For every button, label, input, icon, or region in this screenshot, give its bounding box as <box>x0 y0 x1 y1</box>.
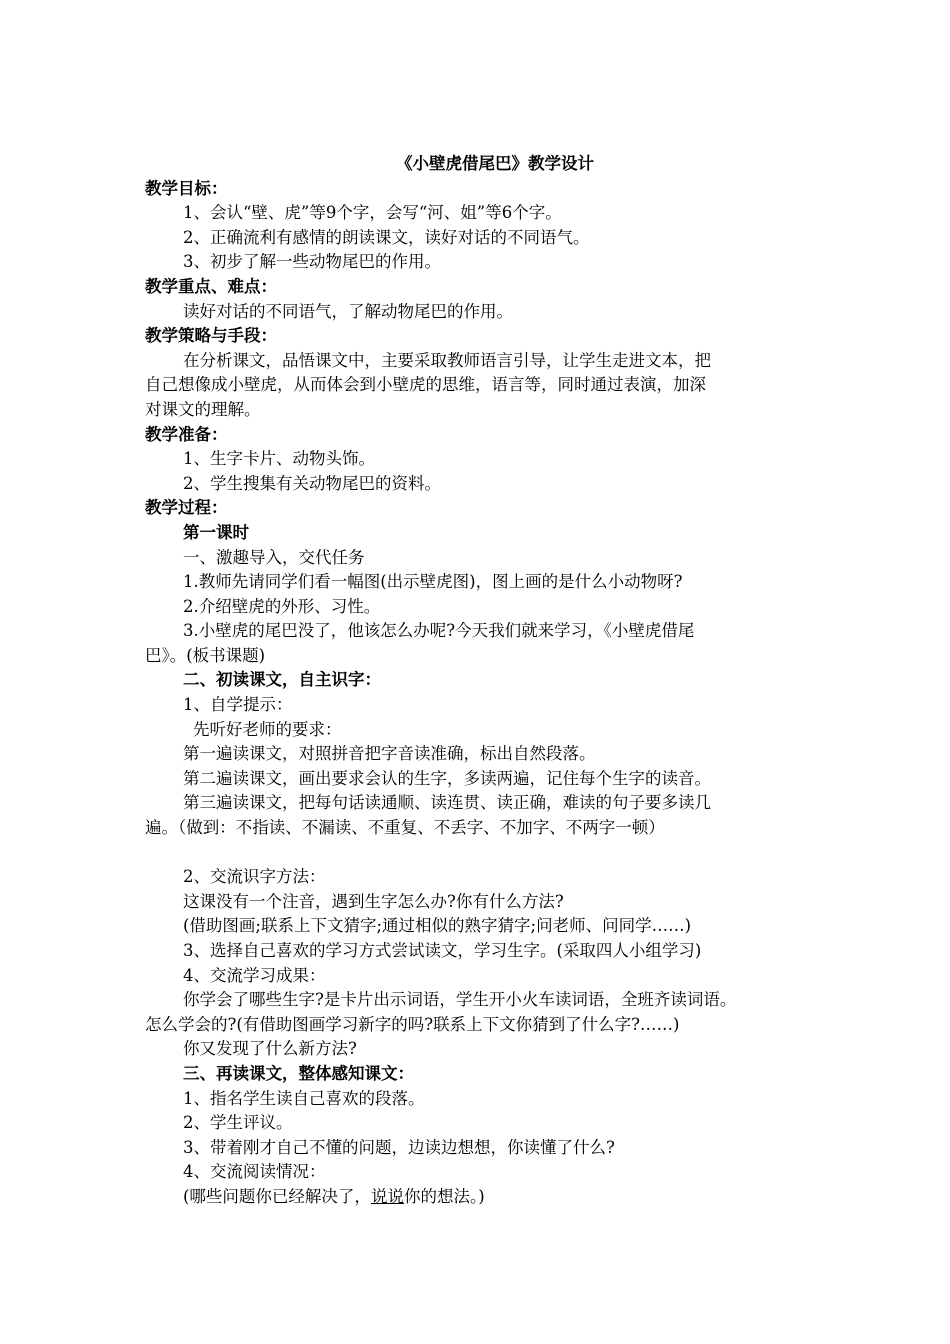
section-2-note: (借助图画;联系上下文猜字;通过相似的熟字猜字;问老师、问同学……) <box>183 916 692 936</box>
section-3-note <box>145 1185 825 1210</box>
focus-heading: 教学重点、难点： <box>145 276 277 296</box>
goals-heading: 教学目标： <box>145 178 228 198</box>
section-2-item: 4、交流学习成果： <box>183 965 326 985</box>
prep-item-1: 1、生字卡片、动物头饰。 <box>183 449 375 469</box>
goal-2: 2、正确流利有感情的朗读课文，读好对话的不同语气。 <box>183 227 590 247</box>
document-page <box>145 152 825 1210</box>
section-2-note: 你学会了哪些生字?是卡片出示词语，学生开小火车读词语，全班齐读词语。 <box>183 990 737 1010</box>
document-title: 《小壁虎借尾巴》教学设计 <box>396 154 594 173</box>
section-2-note-cont: 怎么学会的?(有借助图画学习新字的吗?联系上下文你猜到了什么字?……) <box>145 1014 680 1034</box>
section-3-item: 4、交流阅读情况： <box>183 1162 326 1182</box>
note-text: 你的想法。) <box>403 1186 485 1206</box>
section-2-note: 你又发现了什么新方法? <box>183 1039 357 1059</box>
underlined-text: 说说 <box>370 1186 404 1206</box>
strategy-line: 在分析课文，品悟课文中，主要采取教师语言引导，让学生走进文本，把 <box>183 350 711 370</box>
section-2-note-cont: 遍。（做到：不指读、不漏读、不重复、不丢字、不加字、不两字一顿） <box>145 818 665 838</box>
section-3-item: 3、带着刚才自己不懂的问题，边读边想想，你读懂了什么? <box>183 1137 615 1157</box>
section-2-note: 这课没有一个注音，遇到生字怎么办?你有什么方法? <box>183 891 564 911</box>
goal-1: 1、会认“壁、虎”等9个字，会写“河、姐”等6个字。 <box>183 203 562 223</box>
section-2-item: 2、交流识字方法： <box>183 867 326 887</box>
process-heading: 教学过程： <box>145 498 228 518</box>
section-1-item: 1.教师先请同学们看一幅图(出示壁虎图)，图上画的是什么小动物呀? <box>183 572 683 592</box>
lesson-heading: 第一课时 <box>183 522 249 542</box>
blank-line <box>145 841 825 866</box>
section-2-item: 1、自学提示： <box>183 695 293 715</box>
section-1-item: 3.小壁虎的尾巴没了，他该怎么办呢?今天我们就来学习，《小壁虎借尾 <box>183 621 695 641</box>
section-1-title: 一、激趣导入，交代任务 <box>183 547 365 567</box>
section-3-title: 三、再读课文，整体感知课文： <box>183 1063 414 1083</box>
strategy-line: 对课文的理解。 <box>145 399 261 419</box>
section-2-note: 先听好老师的要求： <box>193 719 342 739</box>
section-3-item: 1、指名学生读自己喜欢的段落。 <box>183 1088 425 1108</box>
section-2-item: 3、选择自己喜欢的学习方式尝试读文，学习生字。(采取四人小组学习) <box>183 941 702 960</box>
section-2-title: 二、初读课文，自主识字： <box>183 670 381 690</box>
section-2-note: 第一遍读课文，对照拼音把字音读准确，标出自然段落。 <box>183 744 596 764</box>
section-2-note: 第三遍读课文，把每句话读通顺、读连贯、读正确，难读的句子要多读几 <box>183 793 711 813</box>
section-2-note: 第二遍读课文，画出要求会认的生字，多读两遍，记住每个生字的读音。 <box>183 768 711 788</box>
section-3-item: 2、学生评议。 <box>183 1113 293 1133</box>
prep-heading: 教学准备： <box>145 424 228 444</box>
goal-3: 3、初步了解一些动物尾巴的作用。 <box>183 252 441 272</box>
focus-text: 读好对话的不同语气，了解动物尾巴的作用。 <box>183 301 513 321</box>
section-1-item: 2.介绍壁虎的外形、习性。 <box>183 596 381 616</box>
strategy-heading: 教学策略与手段： <box>145 326 277 346</box>
strategy-line: 自己想像成小壁虎，从而体会到小壁虎的思维，语言等，同时通过表演，加深 <box>145 375 706 395</box>
section-1-item-cont: 巴》。(板书课题) <box>145 645 266 665</box>
note-text: (哪些问题你已经解决了， <box>183 1186 371 1206</box>
prep-item-2: 2、学生搜集有关动物尾巴的资料。 <box>183 473 441 493</box>
